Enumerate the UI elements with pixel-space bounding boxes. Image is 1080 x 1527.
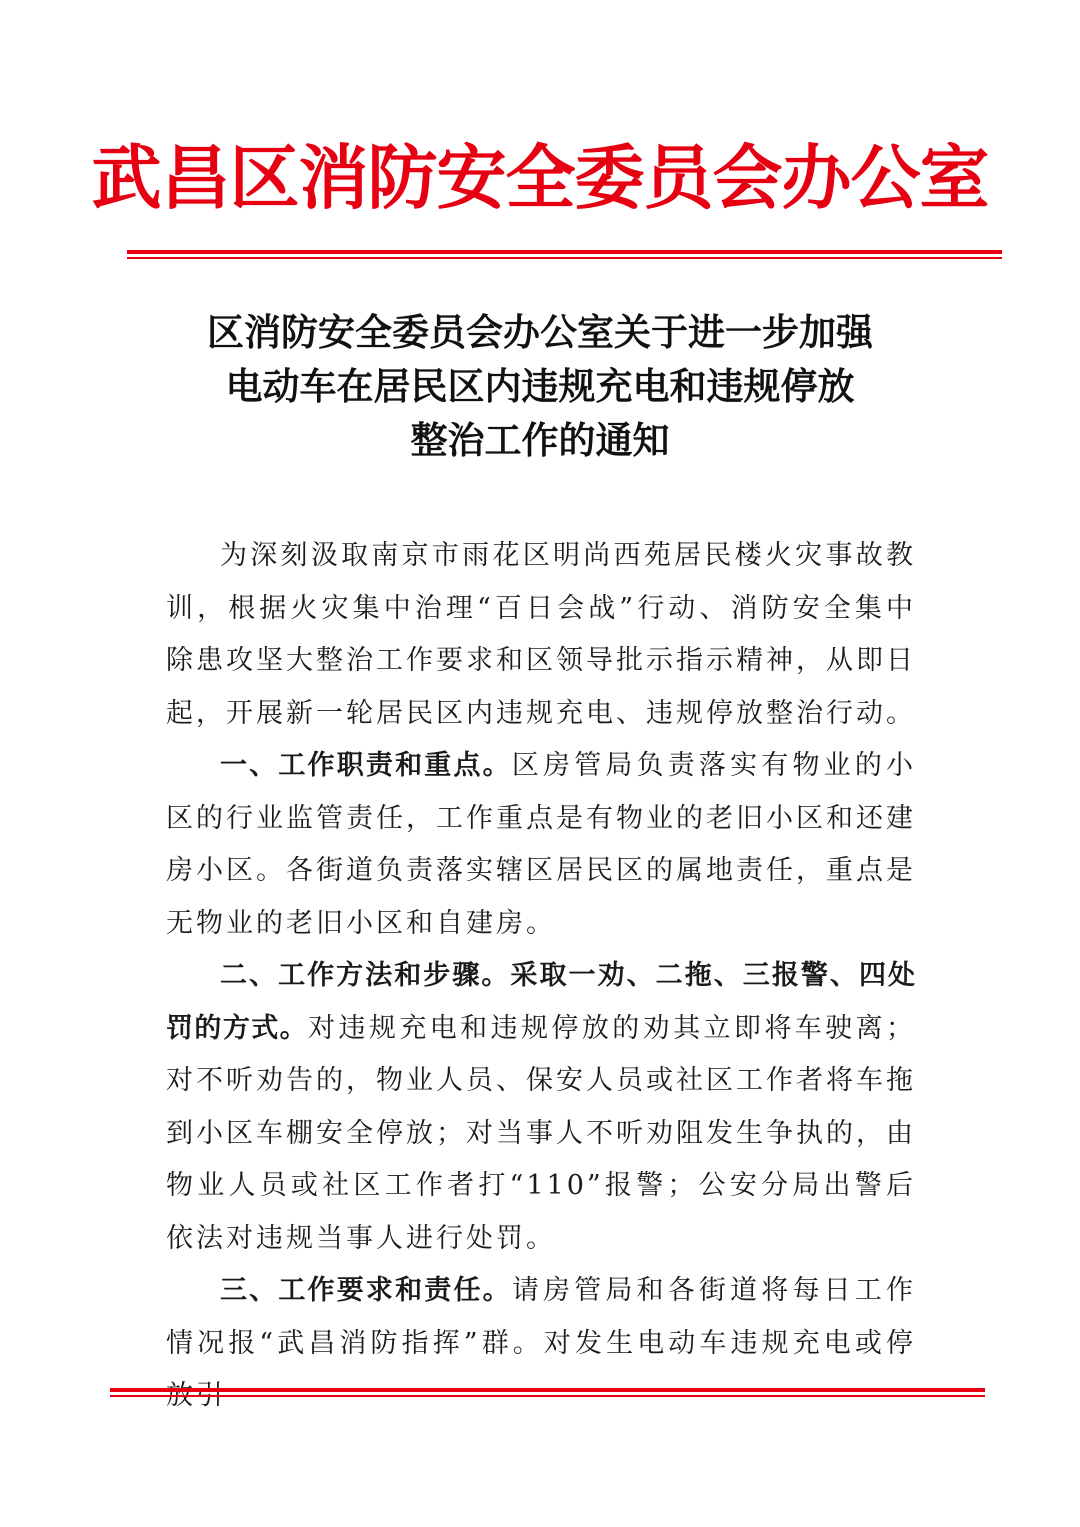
intro-paragraph: 为深刻汲取南京市雨花区明尚西苑居民楼火灾事故教训，根据火灾集中治理“百日会战”行动、消防安全集中除患攻坚大整治工作要求和区领导批示指示精神，从即日起，开展新一轮居民区内违规充电、违规停放整治行动。 bbox=[166, 540, 916, 729]
title-line-3: 整治工作的通知 bbox=[410, 419, 670, 462]
document-title bbox=[120, 306, 960, 468]
masthead-divider bbox=[127, 250, 1002, 259]
masthead-title: 武昌区消防安全委员会办公室 bbox=[91, 137, 989, 219]
section-2-text: 对违规充电和违规停放的劝其立即将车驶离；对不听劝告的，物业人员、保安人员或社区工作者将车拖到小区车棚安全停放；对当事人不听劝阻发生争执的，由物业人员或社区工作者打“110”报警；公安分局出警后依法对违规当事人进行处罚。 bbox=[166, 1012, 917, 1254]
section-2-heading: 二、工作方法和步骤。采取一劝、二拖、三报警、四处罚的方式。 bbox=[166, 960, 916, 1044]
section-2-paragraph bbox=[166, 950, 916, 1265]
section-1-heading: 一、工作职责和重点。 bbox=[220, 750, 512, 781]
section-3-text: 请房管局和各街道将每日工作情况报“武昌消防指挥”群。对发生电动车违规充电或停 bbox=[166, 1275, 917, 1359]
section-3-paragraph bbox=[166, 1265, 916, 1423]
section-1-text: 区房管局负责落实有物业的小区的行业监管责任，工作重点是有物业的老旧小区和还建房小区。各街道负责落实辖区居民区的属地责任，重点是无物业的老旧小区和自建房。 bbox=[166, 750, 917, 939]
section-1-paragraph bbox=[166, 740, 916, 950]
title-line-2: 电动车在居民区内违规充电和违规停放 bbox=[225, 365, 855, 408]
footer-divider bbox=[110, 1388, 985, 1397]
document-body bbox=[166, 530, 916, 1423]
title-line-1: 区消防安全委员会办公室关于进一步加强 bbox=[207, 311, 873, 354]
section-3-heading: 三、工作要求和责任。 bbox=[220, 1275, 512, 1306]
